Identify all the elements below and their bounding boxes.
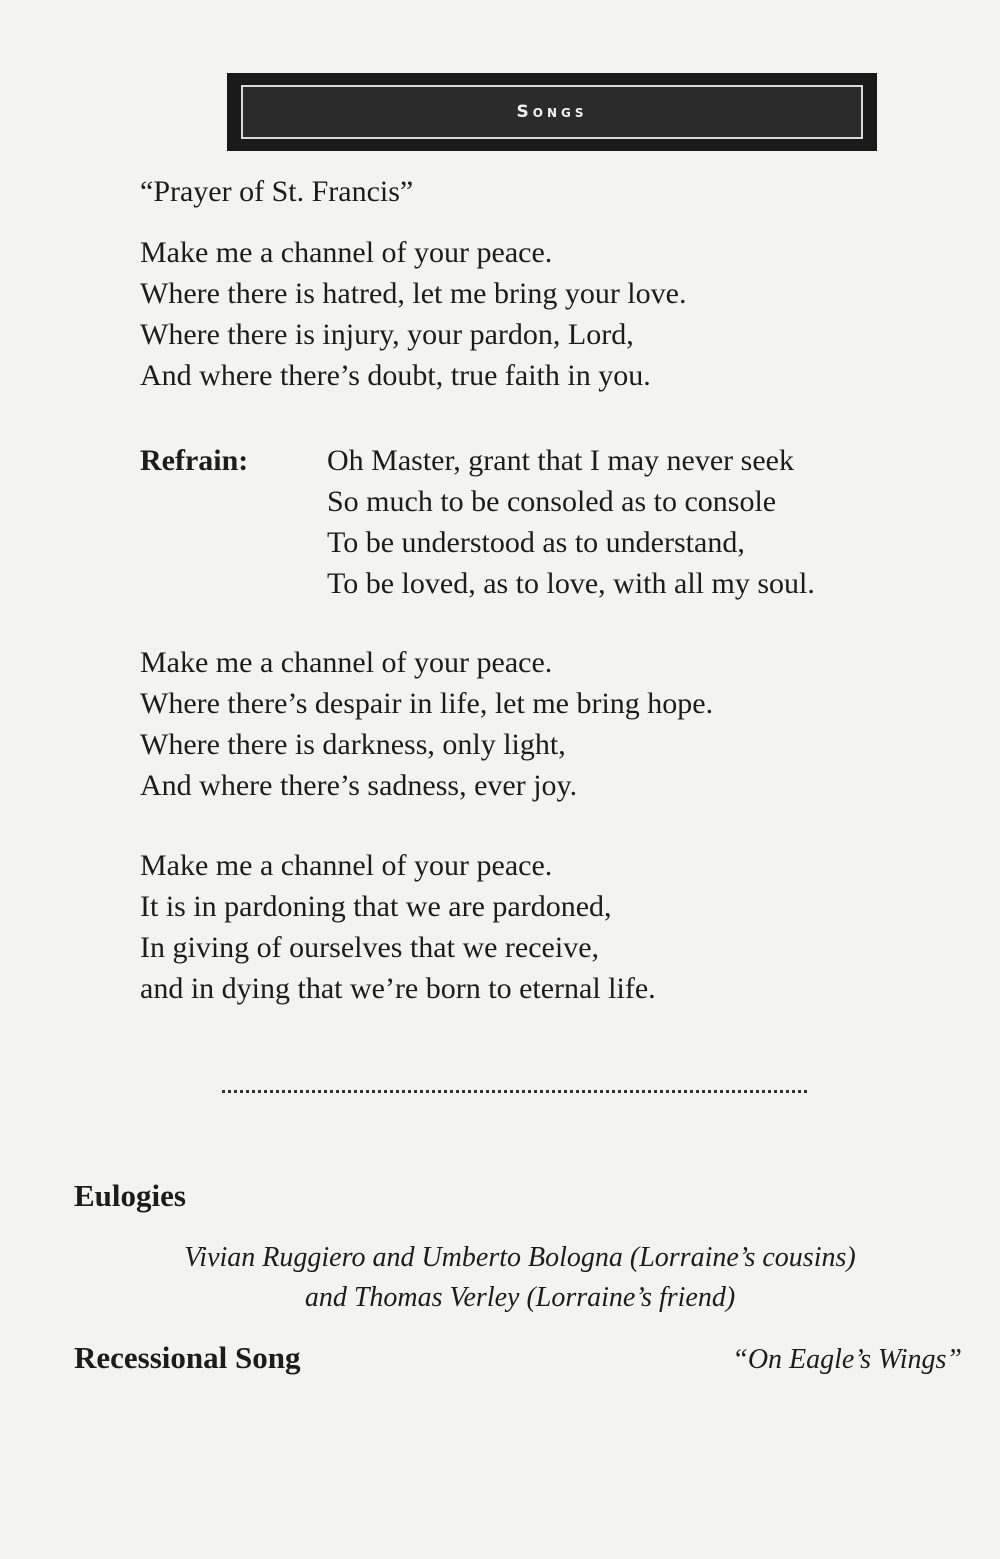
refrain-line: So much to be consoled as to console	[327, 485, 777, 518]
refrain-line: To be loved, as to love, with all my soul.	[327, 567, 815, 600]
verse-line: Where there is injury, your pardon, Lord,	[140, 318, 634, 351]
section-banner-frame	[241, 85, 863, 139]
section-banner	[227, 73, 877, 151]
verse-line: and in dying that we’re born to eternal life.	[140, 972, 656, 1005]
dotted-divider	[222, 1090, 807, 1093]
refrain-label: Refrain:	[140, 444, 249, 477]
eulogies-heading: Eulogies	[74, 1178, 186, 1213]
verse-1	[140, 232, 686, 396]
verse-line: Make me a channel of your peace.	[140, 646, 553, 679]
song-title: “Prayer of St. Francis”	[140, 175, 414, 208]
verse-line: Where there is hatred, let me bring your love.	[140, 277, 687, 310]
verse-line: Make me a channel of your peace.	[140, 236, 553, 269]
verse-line: And where there’s doubt, true faith in you.	[140, 359, 651, 392]
verse-3	[140, 845, 656, 1009]
verse-line: Where there is darkness, only light,	[140, 728, 566, 761]
verse-line: It is in pardoning that we are pardoned,	[140, 890, 612, 923]
verse-line: Where there’s despair in life, let me bring hope.	[140, 687, 714, 720]
recessional-song-title: “On Eagle’s Wings”	[732, 1344, 962, 1375]
verse-2	[140, 642, 713, 806]
refrain-line: Oh Master, grant that I may never seek	[327, 444, 794, 477]
verse-line: In giving of ourselves that we receive,	[140, 931, 600, 964]
eulogy-speakers	[100, 1238, 940, 1318]
refrain-line: To be understood as to understand,	[327, 526, 745, 559]
eulogy-speaker-line: and Thomas Verley (Lorraine’s friend)	[304, 1282, 736, 1313]
recessional-heading: Recessional Song	[74, 1340, 301, 1375]
verse-line: And where there’s sadness, ever joy.	[140, 769, 578, 802]
eulogy-speaker-line: Vivian Ruggiero and Umberto Bologna (Lorraine’s cousins)	[184, 1242, 856, 1273]
refrain	[327, 440, 815, 604]
verse-line: Make me a channel of your peace.	[140, 849, 553, 882]
section-banner-label: Songs	[516, 102, 588, 122]
